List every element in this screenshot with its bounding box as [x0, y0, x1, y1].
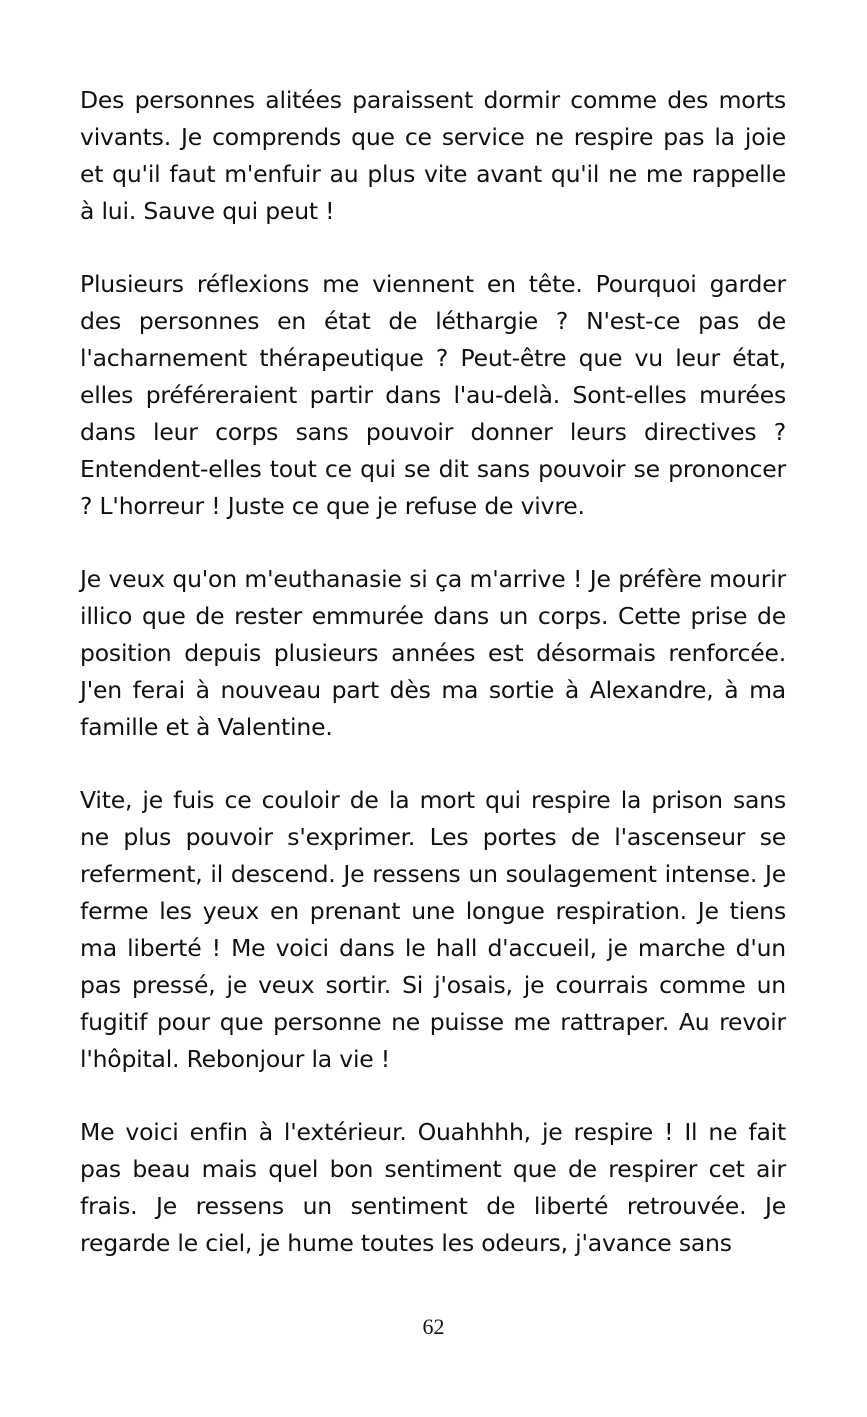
paragraph-5: Me voici enfin à l'extérieur. Ouahhhh, je respire ! Il ne fait pas beau mais quel bon sentiment que de respirer cet air frais. Je ressens un sentiment de liberté retrouvée. Je regarde le ciel, je hume toutes les odeurs, j'avance sans	[80, 1118, 786, 1257]
paragraph-1: Des personnes alitées paraissent dormir comme des morts vivants. Je comprends que ce service ne respire pas la joie et qu'il faut m'enfuir au plus vite avant qu'il ne me rappelle à lui. Sauve qui peut !	[80, 86, 786, 225]
page-body	[80, 82, 786, 1298]
page-number: 62	[422, 1314, 445, 1339]
paragraph-2: Plusieurs réflexions me viennent en tête. Pourquoi garder des personnes en état de léthargie ? N'est-ce pas de l'acharnement thérapeutique ? Peut-être que vu leur état, elles préféreraient partir dans l'au-delà. Sont-elles murées dans leur corps sans pouvoir donner leurs directives ? Entendent-elles tout ce qui se dit sans pouvoir se prononcer ? L'horreur ! Juste ce que je refuse de vivre.	[80, 270, 786, 520]
paragraph-4: Vite, je fuis ce couloir de la mort qui respire la prison sans ne plus pouvoir s'exprimer. Les portes de l'ascenseur se referment, il descend. Je ressens un soulagement intense. Je ferme les yeux en prenant une longue respiration. Je tiens ma liberté ! Me voici dans le hall d'accueil, je marche d'un pas pressé, je veux sortir. Si j'osais, je courrais comme un fugitif pour que personne ne puisse me rattraper. Au revoir l'hôpital. Rebonjour la vie !	[80, 786, 786, 1073]
paragraph-3: Je veux qu'on m'euthanasie si ça m'arrive ! Je préfère mourir illico que de rester emmurée dans un corps. Cette prise de position depuis plusieurs années est désormais renforcée. J'en ferai à nouveau part dès ma sortie à Alexandre, à ma famille et à Valentine.	[80, 565, 786, 741]
